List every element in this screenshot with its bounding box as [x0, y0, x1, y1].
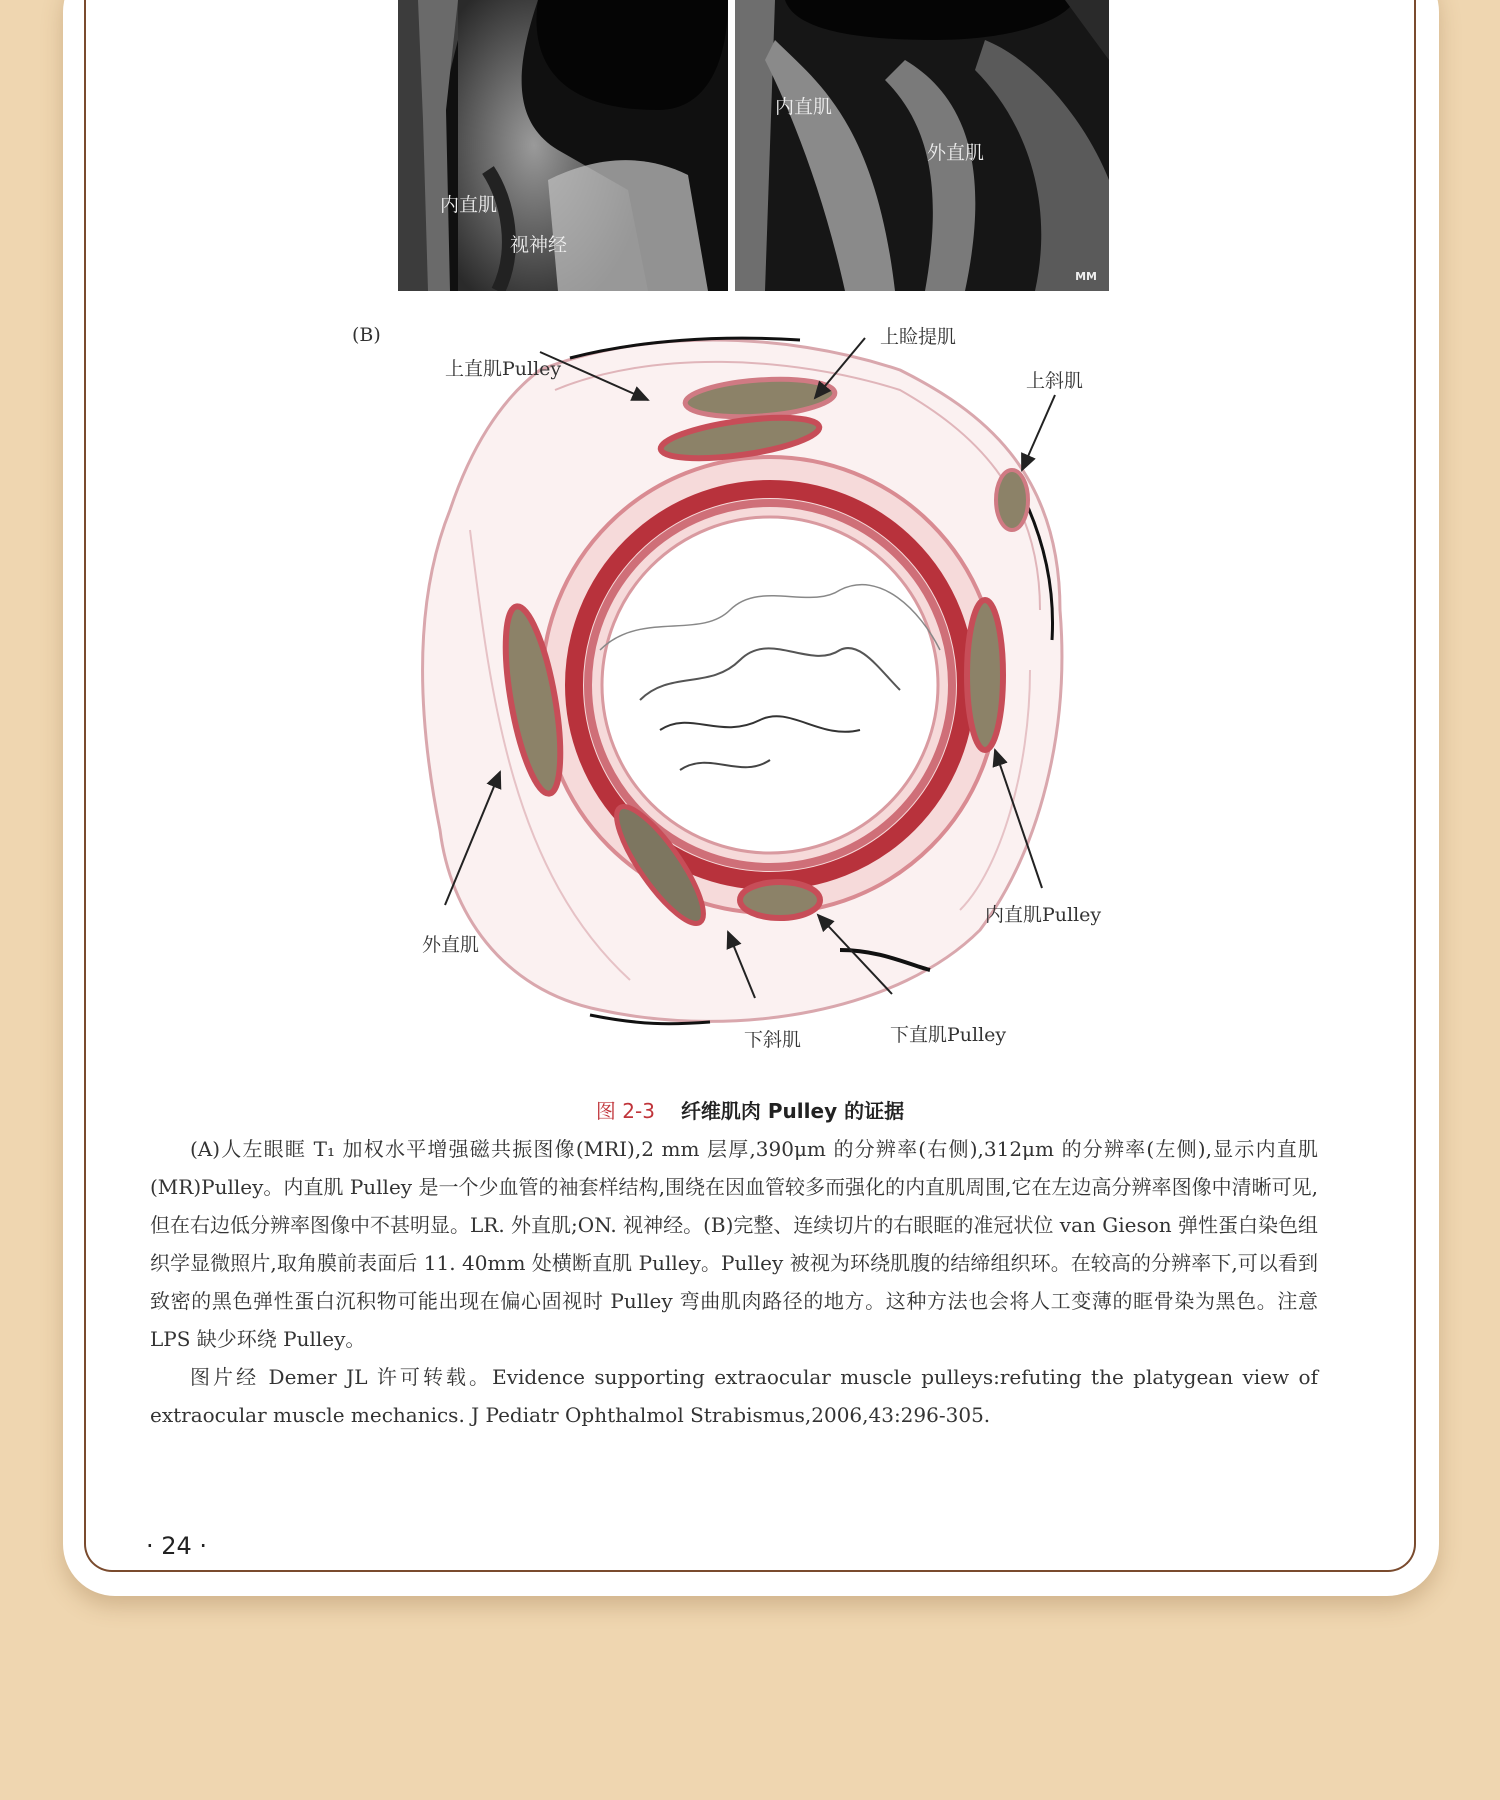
caption-paragraph-credit: 图片经 Demer JL 许可转载。Evidence supporting extraocular muscle pulleys:refuting the platygean view of extraocular muscle mechanics. J Pediatr Ophthalmol Strabismus,2006,43:296-305. [150, 1365, 1318, 1427]
mri-scale-mark: MM [1075, 270, 1097, 283]
caption-paragraph-a: (A)人左眼眶 T₁ 加权水平增强磁共振图像(MRI),2 mm 层厚,390μm 的分辨率(右侧),312μm 的分辨率(左侧),显示内直肌(MR)Pulley。内直肌 Pulley 是一个少血管的袖套样结构,围绕在因血管较多而强化的内直肌周围,它在左边高分辨率图像中清晰可见,但在右边低分辨率图像中不甚明显。LR. 外直肌;ON. 视神经。(B)完整、连续切片的右眼眶的准冠状位 van Gieson 弹性蛋白染色组织学显微照片,取角膜前表面后 11. 40mm 处横断直肌 Pulley。Pulley 被视为环绕肌腹的结缔组织环。在较高的分辨率下,可以看到致密的黑色弹性蛋白沉积物可能出现在偏心固视时 Pulley 弯曲肌肉路径的地方。这种方法也会将人工变薄的眶骨染为黑色。注意 LPS 缺少环绕 Pulley。 [150, 1137, 1318, 1351]
label-lateral-rectus: 外直肌 [422, 934, 480, 956]
mri-label-optic-nerve: 视神经 [510, 234, 568, 256]
label-inferior-rectus-pulley: 下直肌Pulley [890, 1024, 1007, 1046]
panel-label-b: (B) [352, 324, 381, 346]
figure-caption [150, 1130, 1318, 1434]
label-superior-oblique: 上斜肌 [1026, 370, 1084, 392]
mri-label-medial-rectus-right: 内直肌 [775, 96, 833, 118]
page-number: · 24 · [146, 1532, 208, 1560]
histology-image [340, 310, 1160, 1060]
figure-title-text: 纤维肌肉 Pulley 的证据 [680, 1099, 905, 1123]
mri-label-lateral-rectus: 外直肌 [927, 142, 985, 164]
label-medial-rectus-pulley: 内直肌Pulley [985, 904, 1102, 926]
label-levator: 上睑提肌 [880, 326, 957, 348]
figure-title [0, 1095, 1500, 1124]
mri-image-right [735, 0, 1109, 291]
mri-label-medial-rectus: 内直肌 [440, 194, 498, 216]
label-superior-rectus-pulley: 上直肌Pulley [445, 358, 562, 380]
mri-image-left [398, 0, 728, 291]
figure-number: 图 2-3 [595, 1099, 655, 1123]
label-inferior-oblique: 下斜肌 [744, 1029, 802, 1051]
